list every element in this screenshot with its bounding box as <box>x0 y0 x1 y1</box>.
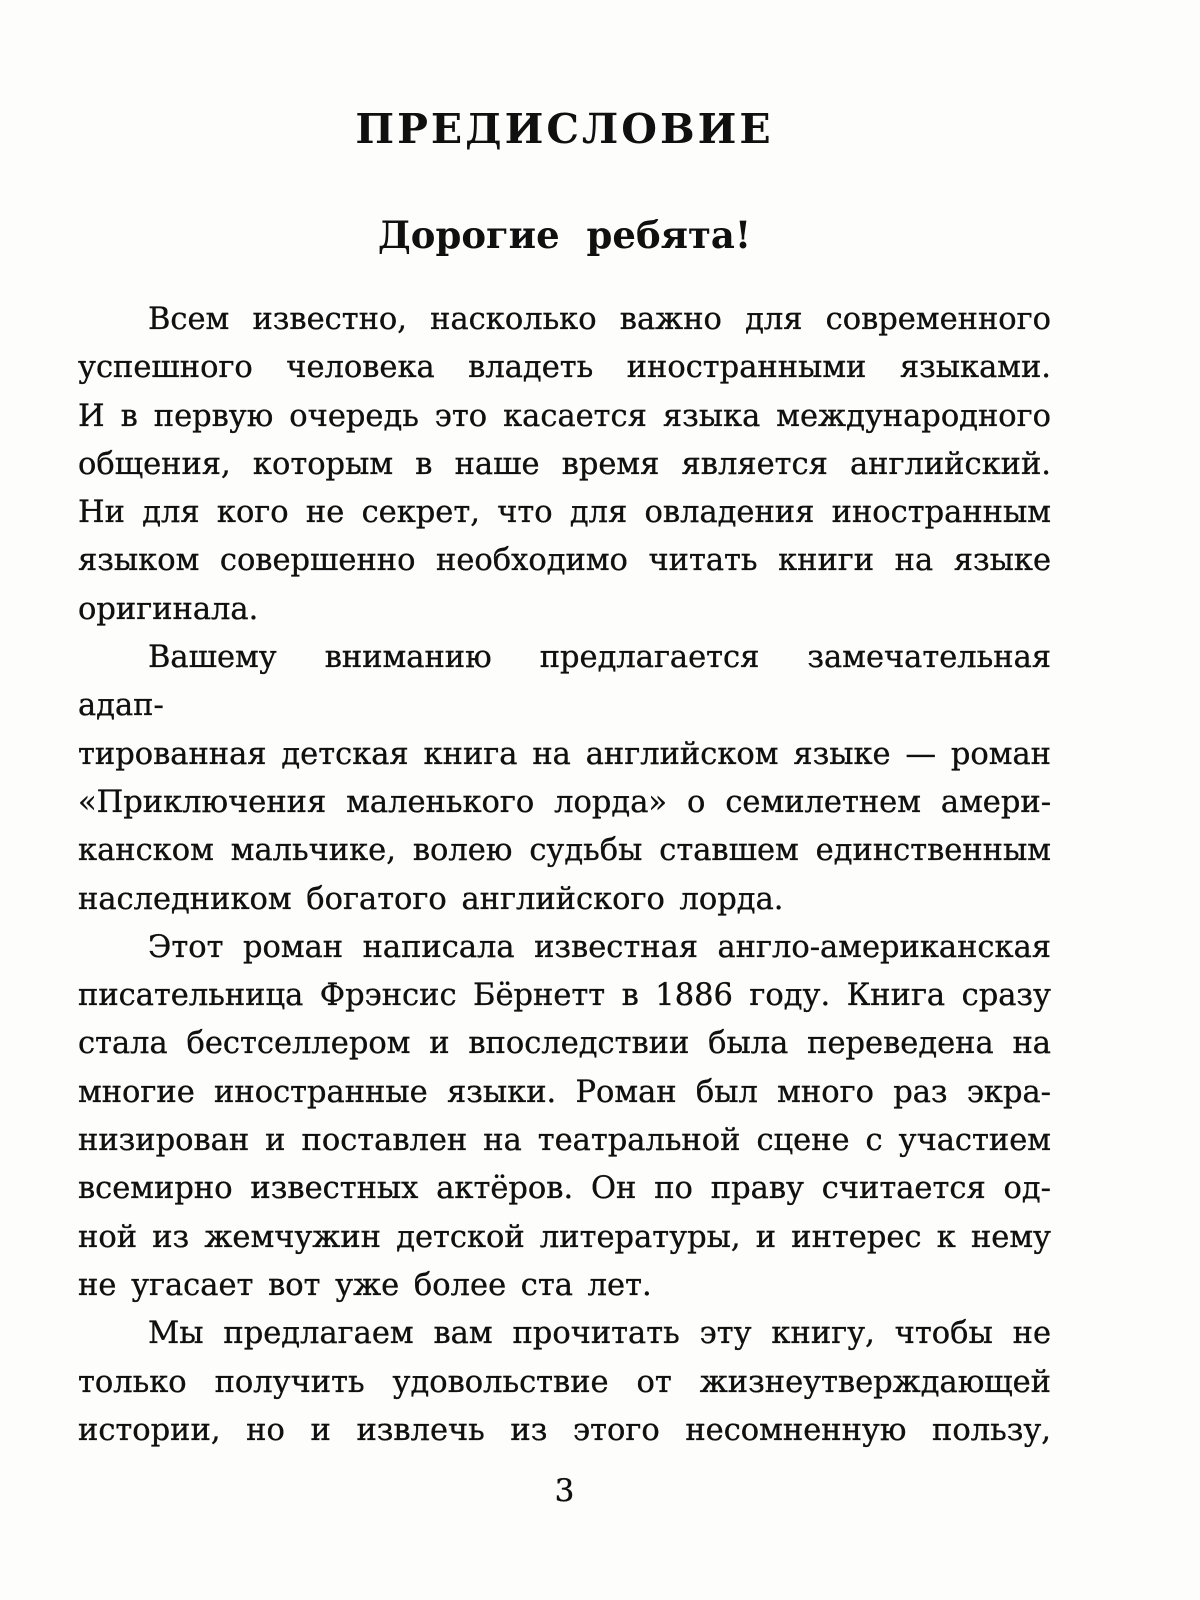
text-line: Ни для кого не секрет, что для овладения иностранным <box>78 495 1051 531</box>
text-line: не угасает вот уже более ста лет. <box>78 1267 652 1303</box>
page-subtitle: Дорогие ребята! <box>377 213 752 257</box>
text-line: наследником богатого английского лорда. <box>78 881 784 917</box>
text-line: низирован и поставлен на театральной сцене с участием <box>78 1123 1051 1159</box>
text-line: истории, но и извлечь из этого несомненную пользу, <box>78 1412 1051 1448</box>
text-line: «Приключения маленького лорда» о семилетнем амери- <box>78 784 1051 820</box>
text-line: всемирно известных актёров. Он по праву считается од- <box>78 1171 1051 1207</box>
text-line: ной из жемчужин детской литературы, и интерес к нему <box>78 1219 1051 1255</box>
text-line: Мы предлагаем вам прочитать эту книгу, чтобы не <box>148 1316 1051 1352</box>
text-line: языком совершенно необходимо читать книги на языке <box>78 543 1051 579</box>
page-title: ПРЕДИСЛОВИЕ <box>355 105 774 153</box>
text-line: Всем известно, насколько важно для современного <box>148 302 1051 337</box>
text-line: И в первую очередь это касается языка международного <box>78 398 1051 434</box>
text-line: Этот роман написала известная англо-американская <box>148 929 1051 965</box>
text-line: Вашему вниманию предлагается замечательная адап- <box>78 640 1051 724</box>
text-line: многие иностранные языки. Роман был много раз экра- <box>78 1074 1051 1110</box>
text-line: общения, которым в наше время является английский. <box>78 446 1051 482</box>
body-text <box>78 296 1051 1455</box>
text-line: только получить удовольствие от жизнеутверждающей <box>78 1364 1051 1400</box>
text-line: успешного человека владеть иностранными языками. <box>78 350 1051 386</box>
text-line: тированная детская книга на английском языке — роман <box>78 736 1051 772</box>
text-line: оригинала. <box>78 591 259 627</box>
text-line: канском мальчике, волею судьбы ставшем единственным <box>78 833 1051 869</box>
page-number: 3 <box>554 1473 575 1509</box>
text-line: писательница Фрэнсис Бёрнетт в 1886 году. Книга сразу <box>78 978 1051 1014</box>
text-line: стала бестселлером и впоследствии была переведена на <box>78 1026 1051 1062</box>
